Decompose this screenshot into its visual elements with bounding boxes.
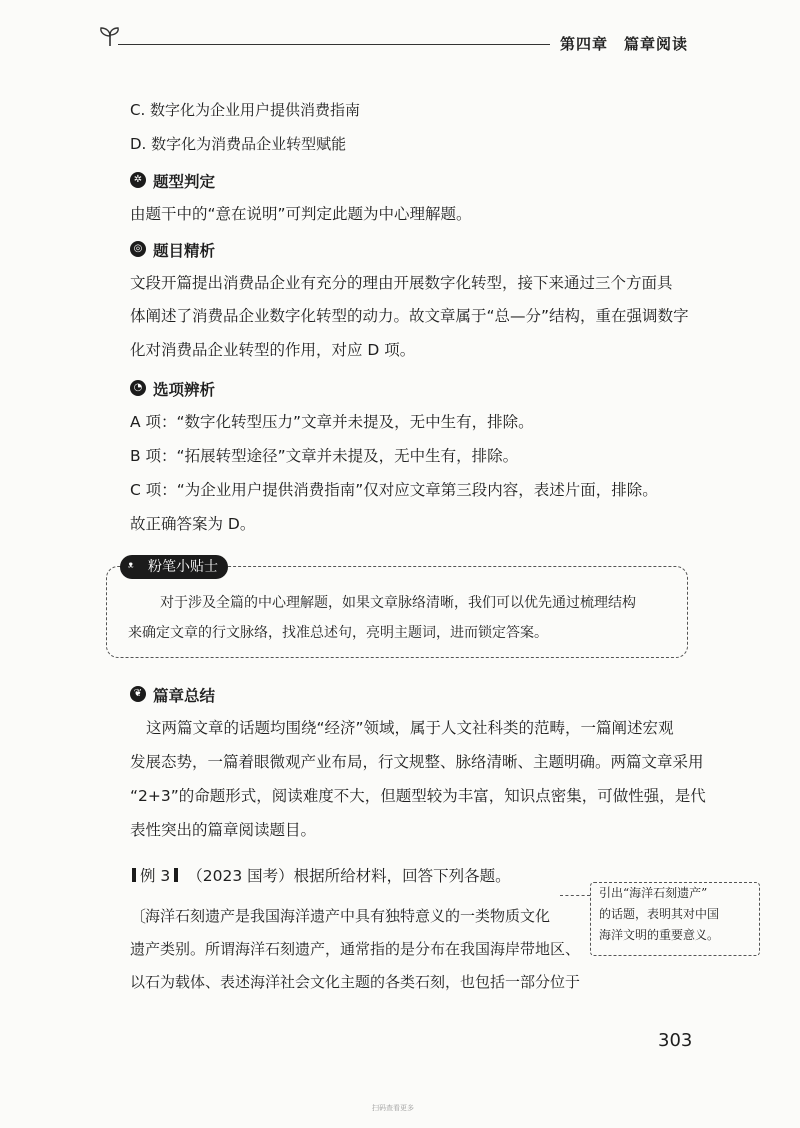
leaf-icon: ❦ xyxy=(130,686,146,702)
option-analysis-line: B 项：“拓展转型途径”文章并未提及，无中生有，排除。 xyxy=(130,447,519,465)
answer-line: 故正确答案为 D。 xyxy=(130,515,256,533)
page-number: 303 xyxy=(658,1030,693,1051)
summary-line: 表性突出的篇章阅读题目。 xyxy=(130,821,317,839)
example-header xyxy=(128,864,511,886)
summary-line: 这两篇文章的话题均围绕“经济”领域，属于人文社科类的范畴，一篇阐述宏观 xyxy=(146,719,674,737)
margin-note-line: 引出“海洋石刻遗产” xyxy=(599,886,708,900)
target-icon: ◎ xyxy=(130,241,146,257)
gear-icon: ✲ xyxy=(130,172,146,188)
example-number: 例 3 xyxy=(140,867,171,885)
example-line: 遗产类别。所谓海洋石刻遗产，通常指的是分布在我国海岸带地区、 xyxy=(130,940,581,958)
bar-mark xyxy=(132,868,136,882)
option-analysis-line: C 项：“为企业用户提供消费指南”仅对应文章第三段内容，表述片面，排除。 xyxy=(130,481,658,499)
margin-note xyxy=(590,882,760,956)
example-source: （2023 国考）根据所给材料，回答下列各题。 xyxy=(187,867,511,885)
section-analysis-title: 题目精析 xyxy=(153,242,216,260)
tip-label-text: 粉笔小贴士 xyxy=(148,559,218,575)
clock-icon: ◔ xyxy=(130,380,146,396)
margin-note-line: 的话题，表明其对中国 xyxy=(599,907,720,921)
footer-mark: 扫码查看更多 xyxy=(372,1104,414,1112)
example-line: 以石为载体、表述海洋社会文化主题的各类石刻，也包括一部分位于 xyxy=(130,973,581,991)
tip-line: 对于涉及全篇的中心理解题，如果文章脉络清晰，我们可以优先通过梳理结构 xyxy=(160,595,636,611)
margin-note-line: 海洋文明的重要意义。 xyxy=(599,928,720,942)
note-connector xyxy=(560,895,590,896)
example-line: 海洋石刻遗产是我国海洋遗产中具有独特意义的一类物质文化 xyxy=(145,907,551,925)
section-type-text: 由题干中的“意在说明”可判定此题为中心理解题。 xyxy=(130,205,472,223)
analysis-line: 文段开篇提出消费品企业有充分的理由开展数字化转型，接下来通过三个方面具 xyxy=(130,274,673,292)
summary-line: “2+3”的命题形式，阅读难度不大，但题型较为丰富，知识点密集，可做性强，是代 xyxy=(130,787,706,805)
option-analysis-line: A 项：“数字化转型压力”文章并未提及，无中生有，排除。 xyxy=(130,413,534,431)
tip-line: 来确定文章的行文脉络，找准总述句，亮明主题词，进而锁定答案。 xyxy=(128,625,548,641)
analysis-line: 化对消费品企业转型的作用，对应 D 项。 xyxy=(130,341,416,359)
summary-line: 发展态势，一篇着眼微观产业布局，行文规整、脉络清晰、主题明确。两篇文章采用 xyxy=(130,753,704,771)
option-d: D. 数字化为消费品企业转型赋能 xyxy=(130,135,347,153)
header-rule xyxy=(118,44,550,45)
option-c: C. 数字化为企业用户提供消费指南 xyxy=(130,101,361,119)
bar-mark xyxy=(174,868,178,882)
section-type-title: 题型判定 xyxy=(153,173,216,191)
annotation-bracket: 〔 xyxy=(130,907,147,926)
sprout-icon: ᵜ xyxy=(128,559,134,575)
summary-title: 篇章总结 xyxy=(153,687,216,705)
section-options-title: 选项辨析 xyxy=(153,381,216,399)
chapter-title: 第四章 篇章阅读 xyxy=(560,35,689,53)
analysis-line: 体阐述了消费品企业数字化转型的动力。故文章属于“总—分”结构，重在强调数字 xyxy=(130,307,689,325)
tip-label xyxy=(120,555,228,579)
